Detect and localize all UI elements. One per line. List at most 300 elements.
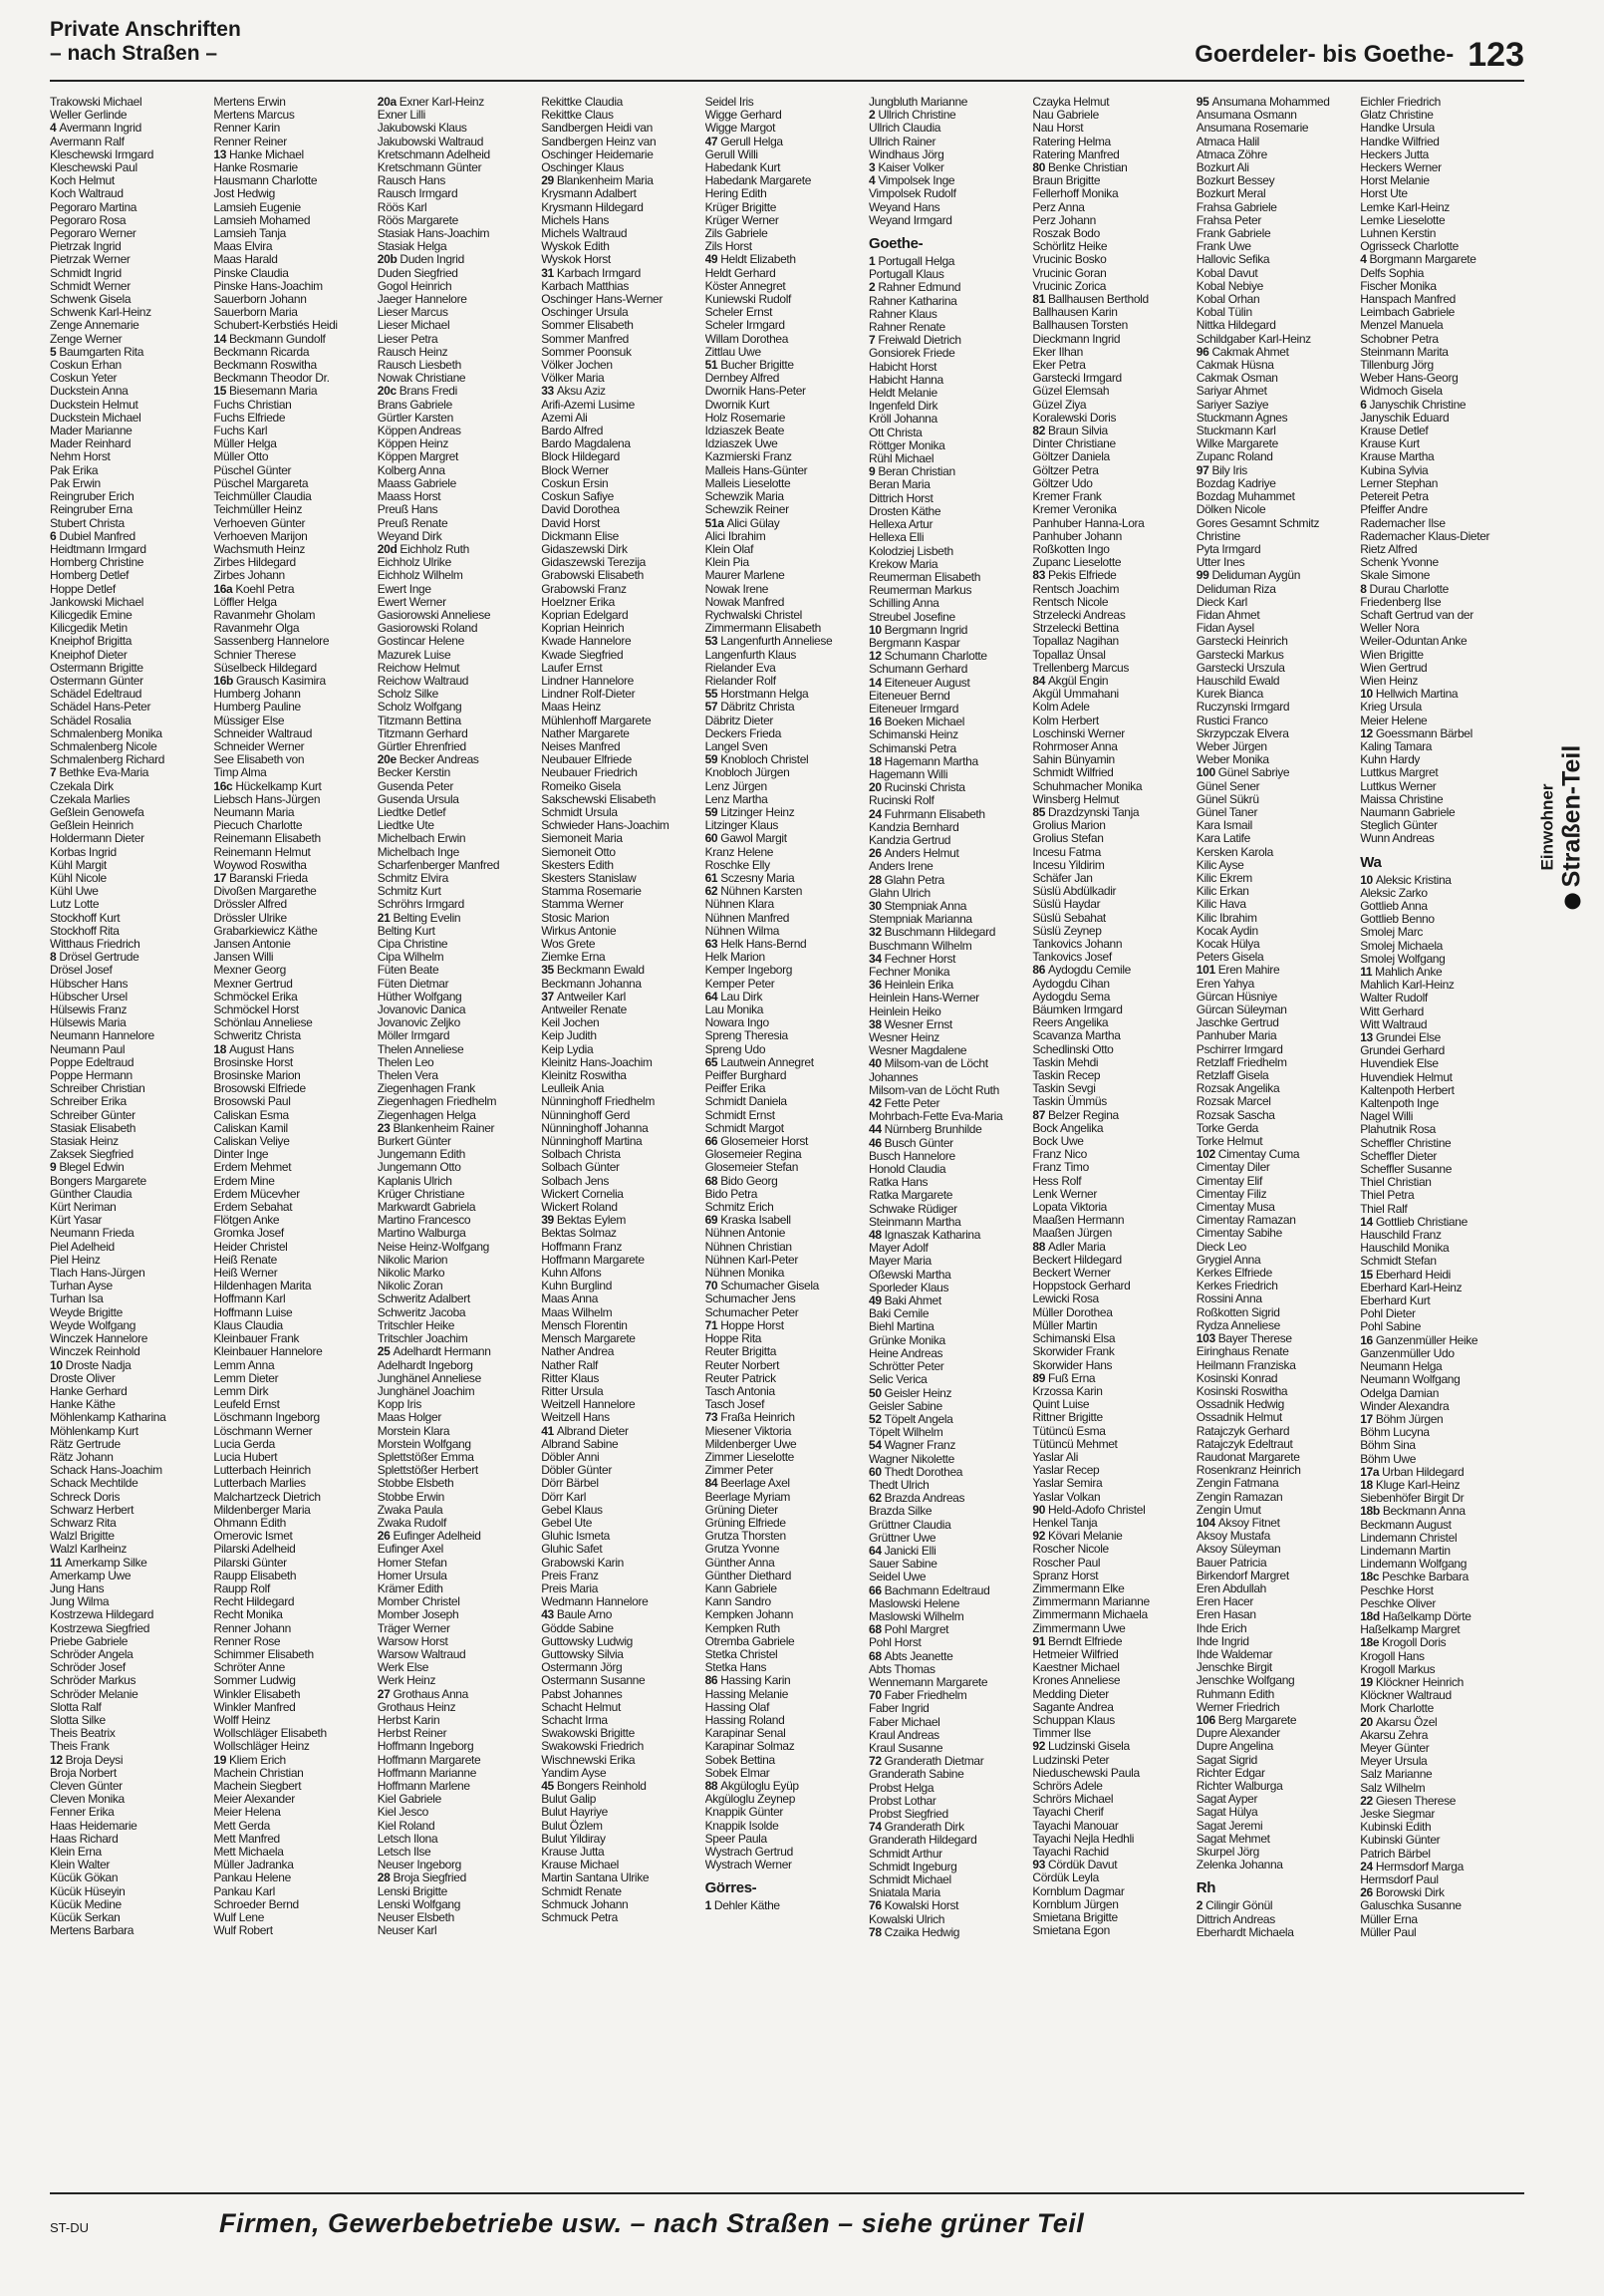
page-number: 123 bbox=[1468, 36, 1524, 74]
resident-entry: Ziegenhagen Frank bbox=[377, 1082, 475, 1096]
resident-entry: Rossini Anna bbox=[1196, 1292, 1262, 1306]
resident-entry: 7 Freiwald Dietrich bbox=[869, 334, 961, 348]
resident-entry: Scholz Wolfgang bbox=[377, 701, 462, 715]
resident-entry: 17 Böhm Jürgen bbox=[1360, 1412, 1444, 1426]
resident-entry: Akgül Ummahani bbox=[1032, 688, 1119, 702]
resident-entry: 52 Töpelt Angela bbox=[869, 1412, 953, 1426]
resident-entry: 85 Drazdzynski Tanja bbox=[1032, 805, 1140, 819]
resident-entry: Herbst Karin bbox=[377, 1713, 440, 1727]
resident-entry: Zenge Werner bbox=[50, 332, 123, 346]
resident-entry: Müller Erna bbox=[1360, 1912, 1418, 1926]
resident-entry: 3 Kaiser Volker bbox=[869, 161, 944, 175]
resident-entry: Adelhardt Ingeborg bbox=[377, 1358, 473, 1372]
resident-entry: Stempniak Marianna bbox=[869, 913, 972, 927]
resident-entry: Bektas Solmaz bbox=[541, 1227, 617, 1241]
resident-entry: 18d Haßelkamp Dörte bbox=[1360, 1609, 1471, 1623]
resident-entry: Ogrisseck Charlotte bbox=[1360, 240, 1459, 254]
resident-entry: Eker Petra bbox=[1032, 359, 1086, 373]
resident-entry: Lemke Lieselotte bbox=[1360, 213, 1446, 227]
resident-entry: Lieser Michael bbox=[377, 319, 450, 333]
resident-entry: 92 Ludzinski Gisela bbox=[1032, 1740, 1130, 1754]
resident-entry: 102 Cimentay Cuma bbox=[1196, 1148, 1300, 1162]
resident-entry: Kerkes Elfriede bbox=[1196, 1267, 1272, 1281]
resident-entry: 90 Held-Adofo Christel bbox=[1032, 1503, 1146, 1517]
resident-entry: Güzel Ziya bbox=[1032, 398, 1087, 412]
resident-entry: Siemoneit Otto bbox=[541, 845, 616, 859]
resident-entry: Brosinske Horst bbox=[213, 1055, 293, 1069]
resident-entry: Coskun Ersin bbox=[541, 476, 609, 490]
resident-entry: Grolius Marion bbox=[1032, 819, 1106, 833]
resident-entry: Schreiber Günter bbox=[50, 1108, 135, 1122]
resident-entry: Thedt Ulrich bbox=[869, 1478, 930, 1492]
resident-entry: Kranz Helene bbox=[704, 845, 774, 859]
resident-entry: Gusenda Peter bbox=[377, 779, 453, 793]
resident-entry: Cipa Wilhelm bbox=[377, 951, 444, 965]
resident-entry: Knobloch Jürgen bbox=[704, 766, 790, 780]
resident-entry: Ravanmehr Gholam bbox=[213, 608, 316, 622]
resident-entry: Grüttner Uwe bbox=[869, 1531, 936, 1545]
resident-entry: 49 Heldt Elizabeth bbox=[704, 253, 796, 267]
resident-entry: Tritschler Joachim bbox=[377, 1332, 468, 1346]
resident-entry: 48 Ignaszak Katharina bbox=[869, 1229, 981, 1243]
resident-entry: Lopata Viktoria bbox=[1032, 1201, 1107, 1215]
resident-entry: Recht Monika bbox=[213, 1608, 283, 1622]
resident-entry: 38 Wesner Ernst bbox=[869, 1017, 952, 1031]
resident-entry: Poppe Hermann bbox=[50, 1069, 133, 1083]
resident-entry: Nather Andrea bbox=[541, 1345, 615, 1359]
resident-entry: Homberg Christine bbox=[50, 556, 144, 570]
resident-entry: 92 Kövari Melanie bbox=[1032, 1530, 1123, 1544]
resident-entry: Kraul Susanne bbox=[869, 1741, 943, 1755]
resident-entry: Mader Reinhard bbox=[50, 437, 132, 451]
house-number: 102 bbox=[1196, 1148, 1218, 1162]
house-number: 16 bbox=[869, 716, 885, 729]
resident-entry: Taskin Recep bbox=[1032, 1069, 1101, 1083]
resident-entry: Krzossa Karin bbox=[1032, 1384, 1103, 1398]
resident-entry: Taskin Sevgi bbox=[1032, 1082, 1096, 1096]
resident-entry: Liedtke Ute bbox=[377, 819, 434, 833]
resident-entry: 43 Baule Arno bbox=[541, 1608, 613, 1622]
resident-entry: Stetka Hans bbox=[704, 1661, 767, 1675]
house-number: 54 bbox=[869, 1439, 885, 1453]
resident-entry: Skesters Stanislaw bbox=[541, 871, 637, 885]
resident-entry: Oschinger Klaus bbox=[541, 161, 624, 175]
resident-entry: Grünke Monika bbox=[869, 1333, 945, 1347]
resident-entry: Sauer Sabine bbox=[869, 1558, 937, 1572]
resident-entry: Pilarski Adelheid bbox=[213, 1543, 296, 1557]
house-number: 85 bbox=[1032, 805, 1049, 819]
resident-entry: Keil Jochen bbox=[541, 1016, 600, 1030]
resident-entry: Vrucinic Zorica bbox=[1032, 279, 1107, 293]
resident-entry: Hermsdorf Paul bbox=[1360, 1873, 1439, 1887]
resident-entry: Atmaca Zöhre bbox=[1196, 147, 1267, 161]
resident-entry: Reinemann Helmut bbox=[213, 845, 311, 859]
resident-entry: Spreng Theresia bbox=[704, 1029, 788, 1043]
resident-entry: 104 Aksoy Fitnet bbox=[1196, 1516, 1280, 1530]
resident-entry: Süslü Zeynep bbox=[1032, 924, 1102, 938]
resident-entry: Jungemann Edith bbox=[377, 1148, 465, 1162]
resident-entry: Fechner Monika bbox=[869, 966, 950, 979]
house-number: 20d bbox=[377, 542, 401, 556]
resident-entry: Lamsieh Eugenie bbox=[213, 200, 301, 214]
resident-entry: Weller Nora bbox=[1360, 622, 1420, 636]
resident-entry: Thiel Petra bbox=[1360, 1189, 1415, 1203]
resident-entry: Ziegenhagen Helga bbox=[377, 1108, 476, 1122]
resident-entry: Mexner Gertrud bbox=[213, 977, 293, 991]
street-heading bbox=[1197, 1877, 1354, 1899]
resident-entry: Perz Johann bbox=[1032, 213, 1096, 227]
resident-entry: Mensch Margarete bbox=[541, 1332, 636, 1346]
resident-entry: 97 Bily Iris bbox=[1196, 463, 1247, 477]
house-number: 66 bbox=[869, 1583, 885, 1597]
house-number: 21 bbox=[377, 911, 394, 925]
resident-entry: Biehl Martina bbox=[869, 1320, 935, 1334]
resident-entry: Smietana Brigitte bbox=[1032, 1911, 1118, 1925]
resident-entry: Grüttner Claudia bbox=[869, 1518, 951, 1532]
resident-entry: 59 Knobloch Christel bbox=[704, 753, 809, 767]
resident-entry: Guttowsky Silvia bbox=[541, 1647, 624, 1661]
resident-entry: Göltzer Petra bbox=[1032, 463, 1099, 477]
resident-entry: 14 Eiteneuer August bbox=[869, 676, 970, 690]
resident-entry: Ratajczyk Gerhard bbox=[1196, 1424, 1290, 1438]
resident-entry: Steinmann Martha bbox=[869, 1215, 961, 1229]
resident-entry: Kaplanis Ulrich bbox=[377, 1174, 452, 1188]
resident-entry: Süslü Abdülkadir bbox=[1032, 885, 1117, 899]
resident-entry: Eiteneuer Irmgard bbox=[869, 702, 959, 716]
resident-entry: Schmitz Kurt bbox=[377, 885, 441, 899]
resident-entry: Schwarz Herbert bbox=[50, 1503, 134, 1517]
resident-entry: Mertens Barbara bbox=[50, 1924, 134, 1938]
resident-entry: Grabowski Karin bbox=[541, 1556, 624, 1570]
resident-entry: Otremba Gabriele bbox=[704, 1634, 795, 1648]
resident-entry: Süselbeck Hildegard bbox=[213, 661, 317, 675]
resident-entry: Koprian Edelgard bbox=[541, 608, 629, 622]
resident-entry: Letsch Ilona bbox=[377, 1832, 438, 1846]
resident-entry: Stasiak Heinz bbox=[50, 1135, 119, 1149]
resident-entry: Bozkurt Bessey bbox=[1196, 174, 1275, 188]
resident-entry: Machein Siegbert bbox=[213, 1780, 302, 1793]
resident-entry: Schweritz Christa bbox=[213, 1029, 301, 1043]
resident-entry: Jovanovic Zeljko bbox=[377, 1016, 460, 1030]
house-number: 14 bbox=[213, 332, 230, 346]
resident-entry: 20c Brans Fredi bbox=[377, 385, 457, 399]
house-number: 84 bbox=[704, 1477, 721, 1491]
resident-entry: Mensch Florentin bbox=[541, 1318, 628, 1332]
resident-entry: Schröder Angela bbox=[50, 1647, 134, 1661]
resident-entry: Schmöckel Horst bbox=[213, 1004, 299, 1017]
resident-entry: Grüning Dieter bbox=[704, 1503, 778, 1517]
resident-entry: Weitzell Hannelore bbox=[541, 1398, 636, 1412]
house-number: 31 bbox=[541, 266, 557, 280]
resident-entry: Rühl Michael bbox=[869, 452, 935, 466]
resident-entry: Neuser Karl bbox=[377, 1924, 437, 1938]
resident-entry: Schacht Helmut bbox=[541, 1700, 621, 1714]
resident-entry: Langenfurth Klaus bbox=[704, 648, 797, 662]
resident-entry: Sassenberg Hannelore bbox=[213, 635, 330, 649]
house-number: 37 bbox=[541, 990, 557, 1004]
resident-entry: 64 Janicki Elli bbox=[869, 1544, 936, 1558]
resident-entry: Kobal Davut bbox=[1196, 266, 1258, 280]
resident-entry: Lenz Martha bbox=[704, 792, 768, 806]
resident-entry: Schimmer Elisabeth bbox=[213, 1647, 314, 1661]
resident-entry: Widmoch Gisela bbox=[1360, 385, 1443, 399]
directory-columns bbox=[50, 96, 1524, 2168]
resident-entry: Schmidt Ingrid bbox=[50, 266, 122, 280]
resident-entry: Witt Waltraud bbox=[1360, 1017, 1428, 1031]
resident-entry: Reumerman Elisabeth bbox=[869, 570, 981, 584]
resident-entry: Tayachi Rachid bbox=[1032, 1846, 1109, 1860]
resident-entry: Gebel Ute bbox=[541, 1516, 593, 1530]
street-heading-text: Wa bbox=[1360, 853, 1382, 871]
resident-entry: Martin Santana Ulrike bbox=[541, 1871, 650, 1885]
resident-entry: Dörr Bärbel bbox=[541, 1477, 599, 1491]
resident-entry: Winder Alexandra bbox=[1360, 1399, 1450, 1413]
house-number: 50 bbox=[869, 1386, 885, 1400]
resident-entry: Eberhard Kurt bbox=[1360, 1294, 1431, 1308]
bullet-icon bbox=[1565, 893, 1581, 909]
resident-entry: Probst Siegfried bbox=[869, 1808, 948, 1821]
resident-entry: Dupre Alexander bbox=[1196, 1727, 1280, 1741]
house-number: 18 bbox=[213, 1042, 230, 1056]
resident-entry: Jungbluth Marianne bbox=[869, 96, 968, 109]
resident-entry: Bergmann Kaspar bbox=[869, 636, 960, 650]
resident-entry: Czekala Dirk bbox=[50, 779, 114, 793]
resident-entry: Sagat Sigrid bbox=[1196, 1753, 1257, 1767]
resident-entry: Beckmann Ricarda bbox=[213, 345, 310, 359]
house-number: 91 bbox=[1032, 1634, 1049, 1648]
resident-entry: Beckmann August bbox=[1360, 1518, 1452, 1532]
resident-entry: Kilic Ayse bbox=[1196, 858, 1244, 872]
resident-entry: Neumann Wolfgang bbox=[1360, 1373, 1461, 1387]
resident-entry: Gürtler Ehrenfried bbox=[377, 739, 466, 753]
resident-entry: Dieck Karl bbox=[1196, 595, 1247, 609]
resident-entry: Schmitz Erich bbox=[704, 1201, 774, 1215]
resident-entry: 80 Benke Christian bbox=[1032, 161, 1128, 175]
resident-entry: Wachsmuth Heinz bbox=[213, 542, 306, 556]
resident-entry: 66 Glosemeier Horst bbox=[704, 1135, 808, 1149]
resident-entry: Guttowsky Ludwig bbox=[541, 1634, 633, 1648]
resident-entry: Eiringhaus Renate bbox=[1196, 1345, 1289, 1359]
resident-entry: Krause Michael bbox=[541, 1859, 619, 1872]
resident-entry: Incesu Yildirim bbox=[1032, 858, 1105, 872]
resident-entry: Kemper Ingeborg bbox=[704, 964, 793, 978]
resident-entry: Franz Nico bbox=[1032, 1148, 1087, 1162]
resident-entry: Cimentay Diler bbox=[1196, 1161, 1270, 1175]
resident-entry: Aksoy Süleyman bbox=[1196, 1543, 1281, 1557]
resident-entry: Piel Heinz bbox=[50, 1253, 101, 1267]
resident-entry: Maas Harald bbox=[213, 253, 278, 267]
resident-entry: Zupanc Lieselotte bbox=[1032, 556, 1122, 570]
resident-entry: 81 Ballhausen Berthold bbox=[1032, 293, 1149, 307]
resident-entry: Kara Ismail bbox=[1196, 819, 1252, 833]
resident-entry: Wien Brigitte bbox=[1360, 648, 1424, 662]
resident-entry: Junghänel Anneliese bbox=[377, 1371, 481, 1385]
resident-entry: Nowak Christiane bbox=[377, 372, 466, 386]
resident-entry: Rausch Irmgard bbox=[377, 187, 458, 201]
resident-entry: Wirkus Antonie bbox=[541, 924, 617, 938]
resident-entry: Schneider Waltraud bbox=[213, 726, 313, 740]
house-number: 65 bbox=[704, 1055, 721, 1069]
resident-entry: Fellerhoff Monika bbox=[1032, 187, 1119, 201]
resident-entry: Tritschler Heike bbox=[377, 1318, 455, 1332]
resident-entry: Verhoeven Günter bbox=[213, 516, 306, 530]
section-tab-line1: Einwohner bbox=[1537, 783, 1557, 871]
resident-entry: Ziemke Erna bbox=[541, 951, 606, 965]
resident-entry: Rahner Klaus bbox=[869, 307, 937, 321]
resident-entry: Jansen Antonie bbox=[213, 938, 291, 951]
resident-entry: Solbach Christa bbox=[541, 1148, 621, 1162]
resident-entry: Skorwider Hans bbox=[1032, 1358, 1113, 1372]
resident-entry: Block Hildegard bbox=[541, 450, 620, 464]
resident-entry: Rekittke Claus bbox=[541, 109, 614, 123]
house-number: 76 bbox=[869, 1899, 885, 1913]
resident-entry: Kleschewski Paul bbox=[50, 161, 137, 175]
resident-entry: 19 Kliem Erich bbox=[213, 1753, 286, 1767]
resident-entry: Mertens Marcus bbox=[213, 109, 295, 123]
resident-entry: Kempken Johann bbox=[704, 1608, 794, 1622]
resident-entry: Haas Richard bbox=[50, 1832, 119, 1846]
resident-entry: Leufeld Ernst bbox=[213, 1398, 280, 1412]
resident-entry: Ostermann Susanne bbox=[541, 1674, 646, 1688]
resident-entry: Heine Andreas bbox=[869, 1346, 943, 1360]
resident-entry: 11 Mahlich Anke bbox=[1360, 966, 1443, 979]
resident-entry: Möhlenkamp Kurt bbox=[50, 1424, 138, 1438]
resident-entry: Stasiak Helga bbox=[377, 240, 447, 254]
resident-entry: Zwaka Paula bbox=[377, 1503, 443, 1517]
resident-entry: Flötgen Anke bbox=[213, 1214, 280, 1228]
resident-entry: Solbach Günter bbox=[541, 1161, 620, 1175]
resident-entry: Heiß Werner bbox=[213, 1267, 278, 1281]
resident-entry: Habicht Horst bbox=[869, 360, 937, 374]
resident-entry: Lenski Brigitte bbox=[377, 1884, 447, 1898]
resident-entry: 12 Broja Deysi bbox=[50, 1753, 124, 1767]
resident-entry: Zupanc Roland bbox=[1196, 450, 1273, 464]
resident-entry: 71 Hoppe Horst bbox=[704, 1318, 784, 1332]
resident-entry: Löffler Helga bbox=[213, 595, 277, 609]
resident-entry: Kaestner Michael bbox=[1032, 1661, 1120, 1675]
resident-entry: Swakowski Friedrich bbox=[541, 1740, 644, 1754]
resident-entry: Zirbes Hildegard bbox=[213, 556, 296, 570]
resident-entry: Jenschke Birgit bbox=[1196, 1661, 1272, 1675]
resident-entry: Hübscher Hans bbox=[50, 977, 129, 991]
resident-entry: Peiffer Erika bbox=[704, 1082, 766, 1096]
resident-entry: 16c Hückelkamp Kurt bbox=[213, 779, 322, 793]
resident-entry: Czekala Marlies bbox=[50, 792, 131, 806]
resident-entry: Malleis Lieselotte bbox=[704, 476, 791, 490]
resident-entry: Caliskan Esma bbox=[213, 1108, 289, 1122]
resident-entry: Heiß Renate bbox=[213, 1253, 277, 1267]
resident-entry: Schweritz Jacoba bbox=[377, 1305, 466, 1319]
resident-entry: Sagat Jeremi bbox=[1196, 1819, 1263, 1833]
resident-entry: Nühnen Monika bbox=[704, 1267, 785, 1281]
house-number: 68 bbox=[704, 1174, 721, 1188]
resident-entry: Heinlein Heiko bbox=[869, 1004, 941, 1018]
resident-entry: Schmidt Daniela bbox=[704, 1095, 787, 1109]
resident-entry: Yaslar Ali bbox=[1032, 1450, 1079, 1464]
resident-entry: 44 Nürnberg Brunhilde bbox=[869, 1123, 982, 1137]
resident-entry: Fuchs Karl bbox=[213, 425, 268, 438]
resident-entry: Karapinar Solmaz bbox=[704, 1740, 795, 1754]
resident-entry: 26 Anders Helmut bbox=[869, 847, 959, 861]
resident-entry: Raupp Elisabeth bbox=[213, 1569, 297, 1582]
resident-entry: Exner Lilli bbox=[377, 109, 425, 123]
resident-entry: Werner Friedrich bbox=[1196, 1700, 1280, 1714]
resident-entry: See Elisabeth von bbox=[213, 753, 305, 767]
resident-entry: Beckmann Roswitha bbox=[213, 359, 317, 373]
resident-entry: 2 Cilingir Gönül bbox=[1196, 1899, 1273, 1913]
resident-entry: Atmaca Halil bbox=[1196, 135, 1259, 148]
resident-entry: Schmidt Ingeburg bbox=[869, 1860, 957, 1873]
resident-entry: Stosic Marion bbox=[541, 911, 610, 925]
resident-entry: Sommer Manfred bbox=[541, 332, 629, 346]
resident-entry: Kornblum Jürgen bbox=[1032, 1897, 1119, 1911]
resident-entry: Thiel Christian bbox=[1360, 1176, 1432, 1190]
resident-entry: Schmidt Stefan bbox=[1360, 1255, 1437, 1269]
resident-entry: Glahn Ulrich bbox=[869, 886, 931, 900]
resident-entry: Mahlich Karl-Heinz bbox=[1360, 979, 1455, 993]
resident-entry: Schildgaber Karl-Heinz bbox=[1196, 332, 1311, 346]
resident-entry: Heckers Werner bbox=[1360, 161, 1442, 175]
resident-entry: Hauschild Monika bbox=[1360, 1242, 1450, 1256]
resident-entry: Schrörs Michael bbox=[1032, 1793, 1114, 1807]
resident-entry: Bulut Yildiray bbox=[541, 1832, 606, 1846]
resident-entry: Dieckmann Ingrid bbox=[1032, 332, 1121, 346]
resident-entry: Lamsieh Tanja bbox=[213, 227, 287, 241]
resident-entry: Naumann Gabriele bbox=[1360, 805, 1456, 819]
resident-entry: Torke Gerda bbox=[1196, 1121, 1258, 1135]
resident-entry: Neumann Frieda bbox=[50, 1227, 134, 1241]
house-number: 92 bbox=[1032, 1740, 1049, 1754]
resident-entry: Akarsu Zehra bbox=[1360, 1728, 1429, 1742]
resident-entry: Omerovic Ismet bbox=[213, 1530, 293, 1544]
resident-entry: Selic Verica bbox=[869, 1373, 928, 1387]
resident-entry: Abts Thomas bbox=[869, 1662, 936, 1676]
resident-entry: Schmidt Arthur bbox=[869, 1847, 942, 1861]
house-number: 8 bbox=[50, 951, 60, 965]
resident-entry: Mühlenhoff Margarete bbox=[541, 714, 652, 727]
resident-entry: Kleinbauer Frank bbox=[213, 1332, 300, 1346]
resident-entry: Humberg Johann bbox=[213, 688, 301, 702]
resident-entry: Fuchs Christian bbox=[213, 398, 292, 412]
resident-entry: Czayka Helmut bbox=[1032, 96, 1110, 109]
resident-entry: Winkler Elisabeth bbox=[213, 1687, 301, 1701]
resident-entry: Stobbe Elsbeth bbox=[377, 1477, 454, 1491]
house-number: 2 bbox=[869, 281, 879, 295]
resident-entry: Nittka Hildegard bbox=[1196, 319, 1276, 333]
house-number: 14 bbox=[1360, 1215, 1376, 1229]
resident-entry: Walzl Karlheinz bbox=[50, 1543, 127, 1557]
resident-entry: Burkert Günter bbox=[377, 1135, 451, 1149]
resident-entry: 4 Borgmann Margarete bbox=[1360, 253, 1476, 267]
house-number: 59 bbox=[704, 753, 721, 767]
resident-entry: Titzmann Gerhard bbox=[377, 726, 468, 740]
resident-entry: Torke Helmut bbox=[1196, 1135, 1263, 1149]
resident-entry: Grüning Elfriede bbox=[704, 1516, 786, 1530]
resident-entry: Preuß Renate bbox=[377, 516, 448, 530]
resident-entry: Reumerman Markus bbox=[869, 584, 972, 598]
resident-entry: Dernbey Alfred bbox=[704, 372, 780, 386]
resident-entry: Eufinger Axel bbox=[377, 1543, 443, 1557]
resident-entry: Jung Hans bbox=[50, 1581, 105, 1595]
house-number: 49 bbox=[869, 1294, 885, 1308]
resident-entry: Drösel Josef bbox=[50, 964, 113, 978]
resident-entry: Geßlein Heinrich bbox=[50, 819, 134, 833]
resident-entry: Kosinski Roswitha bbox=[1196, 1384, 1288, 1398]
resident-entry: Rentsch Joachim bbox=[1032, 582, 1120, 596]
resident-entry: Hanspach Manfred bbox=[1360, 293, 1456, 307]
resident-entry: Köppen Andreas bbox=[377, 425, 461, 438]
resident-entry: Ott Christa bbox=[869, 426, 923, 439]
